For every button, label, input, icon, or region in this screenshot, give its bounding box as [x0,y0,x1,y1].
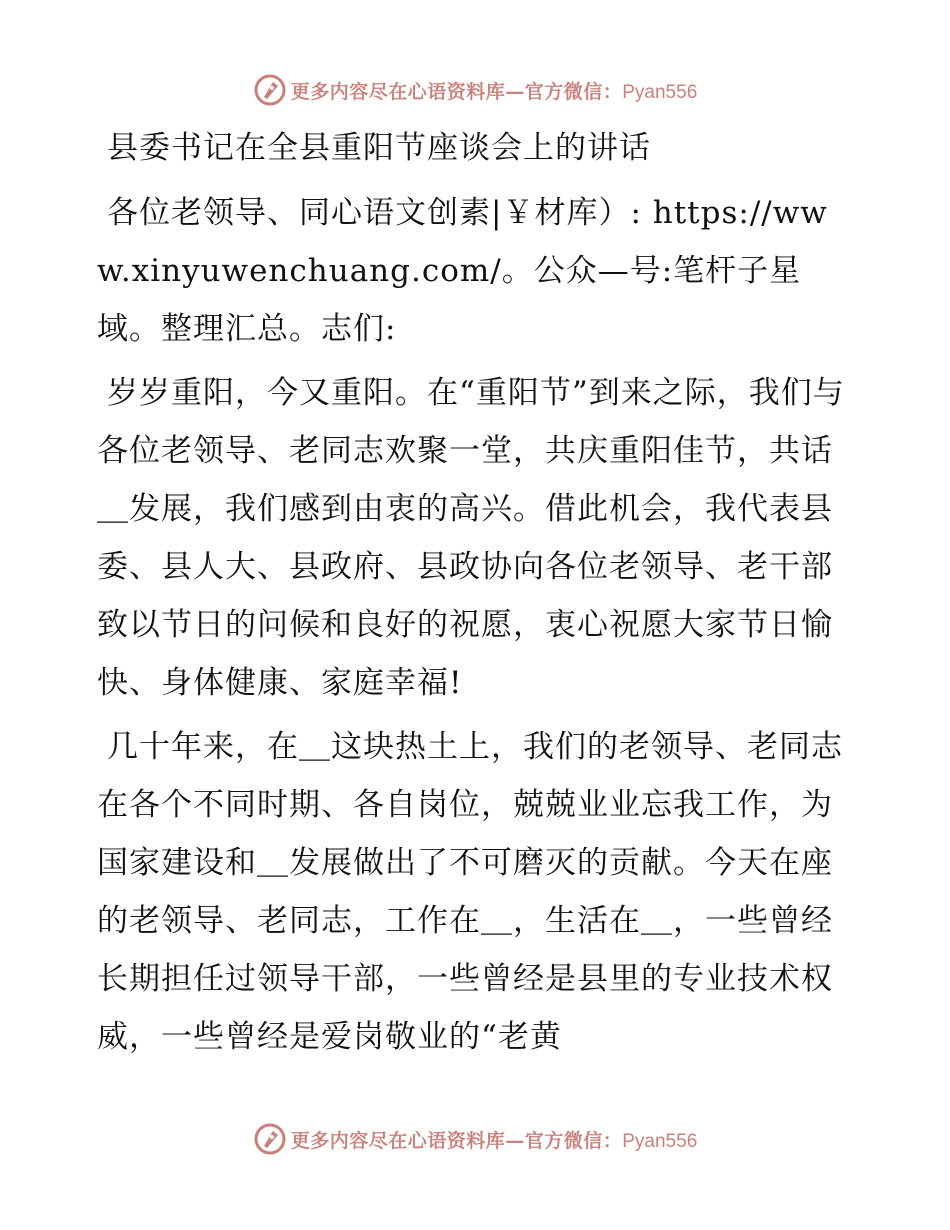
document-title: 县委书记在全县重阳节座谈会上的讲话 [107,130,651,166]
header-banner [0,70,950,110]
header-banner-text: 更多内容尽在心语资料库—官方微信： [290,80,623,103]
footer-banner-inner [253,1122,698,1156]
header-banner-label [291,77,698,104]
paragraph-contributions: 几十年来，在＿这块热土上，我们的老领导、老同志在各个不同时期、各自岗位，兢兢业业忘我工作，为国家建设和＿发展做出了不可磨灭的贡献。今天在座的老领导、老同志，工作在＿，生活在＿，一些曾经长期担任过领导干部，一些曾经是县里的专业技术权威，一些曾经是爱岗敬业的“老黄 [97,729,843,1055]
paragraph-salutation: 各位老领导、同心语文创素|￥材库）: https://www.xinyuwenchuang.com/。公众—号:笔杆子星域。整理汇总。志们: [97,195,828,347]
footer-banner-text: 更多内容尽在心语资料库—官方微信： [290,1129,623,1152]
footer-banner-wechat: Pyan556 [622,1130,698,1152]
footer-banner [0,1119,950,1159]
paragraph-opening: 岁岁重阳，今又重阳。在“重阳节”到来之际，我们与各位老领导、老同志欢聚一堂，共庆重阳佳节，共话＿发展，我们感到由衷的高兴。借此机会，我代表县委、县人大、县政府、县政协向各位老领导、老干部致以节日的问候和良好的祝愿，衷心祝愿大家节日愉快、身体健康、家庭幸福! [97,375,845,701]
header-banner-inner [253,73,698,107]
pen-nib-circle-icon [253,1122,287,1156]
footer-banner-label [291,1126,698,1153]
header-banner-wechat: Pyan556 [622,81,698,103]
pen-nib-circle-icon [253,73,287,107]
document-body [97,124,857,1072]
